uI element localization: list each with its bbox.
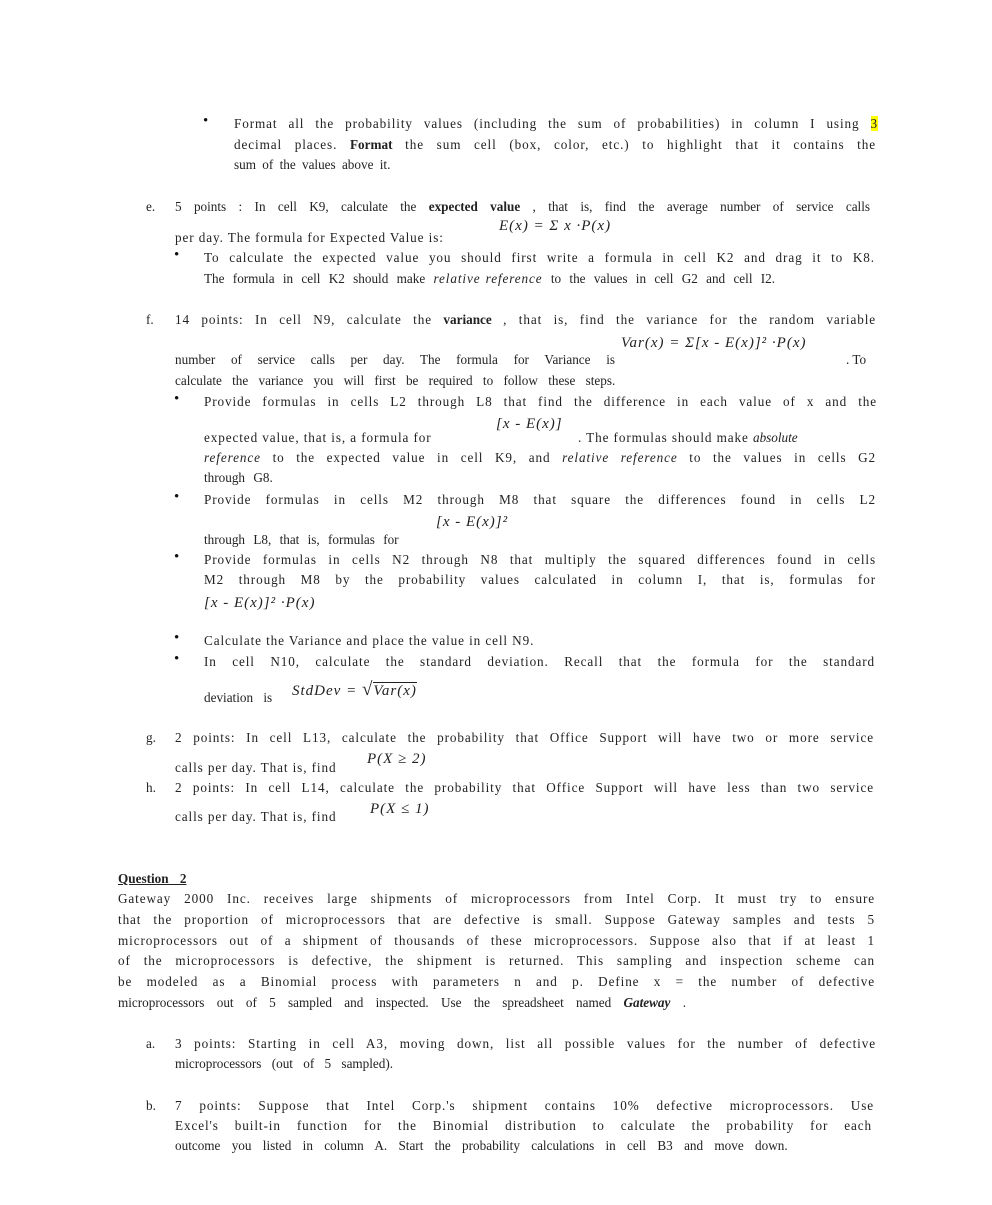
part-h-letter: h.: [146, 780, 156, 795]
bullet-icon: •: [174, 630, 180, 646]
question-2-para-line-5: be modeled as a Binomial process with parameters n and p. Define x = the number of defective: [118, 974, 875, 989]
part-f-line-2-end: . To: [846, 352, 867, 367]
prob-two-or-more-formula: P(X ≥ 2): [367, 751, 427, 767]
part-e-bullet-line-2: The formula in cell K2 should make relative reference to the values in cell G2 and cell I2.: [204, 271, 776, 286]
bullet-icon: •: [174, 549, 180, 565]
part-d-line-3: sum of the values above it.: [234, 157, 391, 172]
part-g-line-2: calls per day. That is, find: [175, 760, 337, 775]
squared-difference-formula: [x - E(x)]²: [436, 514, 509, 530]
weighted-squared-difference-formula: [x - E(x)]² ·P(x): [204, 595, 316, 611]
part-f-b2-line-2: through L8, that is, formulas for: [204, 532, 399, 547]
question-2-para-line-4: of the microprocessors is defective, the shipment is returned. This sampling and inspection scheme can: [118, 953, 875, 968]
part-f-letter: f.: [146, 312, 154, 327]
bullet-icon: •: [174, 489, 180, 505]
part-f-b1-line-2b: . The formulas should make absolute: [578, 430, 798, 445]
part-f-b2-line-1: Provide formulas in cells M2 through M8 that square the differences found in cells L2: [204, 492, 876, 507]
q2-part-b-letter: b.: [146, 1098, 156, 1113]
part-f-line-1: 14 points: In cell N9, calculate the variance , that is, find the variance for the random variable: [175, 312, 877, 327]
q2-part-a-letter: a.: [146, 1036, 156, 1051]
question-2-para-line-3: microprocessors out of a shipment of thousands of these microprocessors. Suppose also that if at least 1: [118, 933, 875, 948]
expected-value-formula: E(x) = Σ x ·P(x): [499, 218, 612, 234]
highlight-number: 3: [870, 116, 878, 131]
part-d-line-2: decimal places. Format the sum cell (box, color, etc.) to highlight that it contains the: [234, 137, 876, 152]
part-f-line-2: number of service calls per day. The formula for Variance is: [175, 352, 615, 367]
part-f-b3-line-2: M2 through M8 by the probability values calculated in column I, that is, formulas for: [204, 572, 876, 587]
part-g-letter: g.: [146, 730, 156, 745]
q2-part-b-line-1: 7 points: Suppose that Intel Corp.'s shipment contains 10% defective microprocessors. Use: [175, 1098, 874, 1113]
q2-part-b-line-3: outcome you listed in column A. Start the probability calculations in cell B3 and move down.: [175, 1138, 788, 1153]
question-2-para-line-6: microprocessors out of 5 sampled and inspected. Use the spreadsheet named Gateway .: [118, 995, 686, 1010]
part-f-b1-line-1: Provide formulas in cells L2 through L8 that find the difference in each value of x and the: [204, 394, 877, 409]
q2-part-a-line-1: 3 points: Starting in cell A3, moving down, list all possible values for the number of defective: [175, 1036, 876, 1051]
question-2-heading: Question 2: [118, 871, 187, 886]
part-f-b1-line-4: through G8.: [204, 470, 273, 485]
bullet-icon: •: [174, 247, 180, 263]
part-d-line-1: Format all the probability values (including the sum of probabilities) in column I using 3: [234, 116, 878, 131]
variance-formula: Var(x) = Σ[x - E(x)]² ·P(x): [621, 335, 807, 351]
part-f-b4: Calculate the Variance and place the value in cell N9.: [204, 633, 535, 648]
bullet-icon: •: [174, 651, 180, 667]
part-f-b5-line-2: deviation is: [204, 690, 273, 705]
q2-part-a-line-2: microprocessors (out of 5 sampled).: [175, 1056, 394, 1071]
bullet-icon: •: [203, 113, 209, 129]
part-e-line-2: per day. The formula for Expected Value is:: [175, 230, 444, 245]
bullet-icon: •: [174, 391, 180, 407]
part-f-b1-line-3: reference to the expected value in cell K9, and relative reference to the values in cells G2: [204, 450, 877, 465]
question-2-para-line-1: Gateway 2000 Inc. receives large shipments of microprocessors from Intel Corp. It must try to ensure: [118, 891, 875, 906]
part-f-b1-line-2a: expected value, that is, a formula for: [204, 430, 432, 445]
part-e-bullet-line-1: To calculate the expected value you should first write a formula in cell K2 and drag it to K8.: [204, 250, 875, 265]
part-f-line-3: calculate the variance you will first be required to follow these steps.: [175, 373, 616, 388]
part-e-line-1: 5 points : In cell K9, calculate the expected value , that is, find the average number of service calls: [175, 199, 871, 214]
part-e-letter: e.: [146, 199, 156, 214]
difference-formula: [x - E(x)]: [496, 416, 563, 432]
part-h-line-2: calls per day. That is, find: [175, 809, 337, 824]
prob-less-than-two-formula: P(X ≤ 1): [370, 801, 430, 817]
part-h-line-1: 2 points: In cell L14, calculate the probability that Office Support will have less than two service: [175, 780, 874, 795]
part-f-b3-line-1: Provide formulas in cells N2 through N8 that multiply the squared differences found in cells: [204, 552, 876, 567]
part-f-b5-line-1: In cell N10, calculate the standard deviation. Recall that the formula for the standard: [204, 654, 875, 669]
part-g-line-1: 2 points: In cell L13, calculate the probability that Office Support will have two or more service: [175, 730, 874, 745]
question-2-para-line-2: that the proportion of microprocessors that are defective is small. Suppose Gateway samples and tests 5: [118, 912, 875, 927]
stddev-formula: StdDev = √Var(x): [292, 679, 417, 700]
q2-part-b-line-2: Excel's built-in function for the Binomial distribution to calculate the probability for each: [175, 1118, 872, 1133]
